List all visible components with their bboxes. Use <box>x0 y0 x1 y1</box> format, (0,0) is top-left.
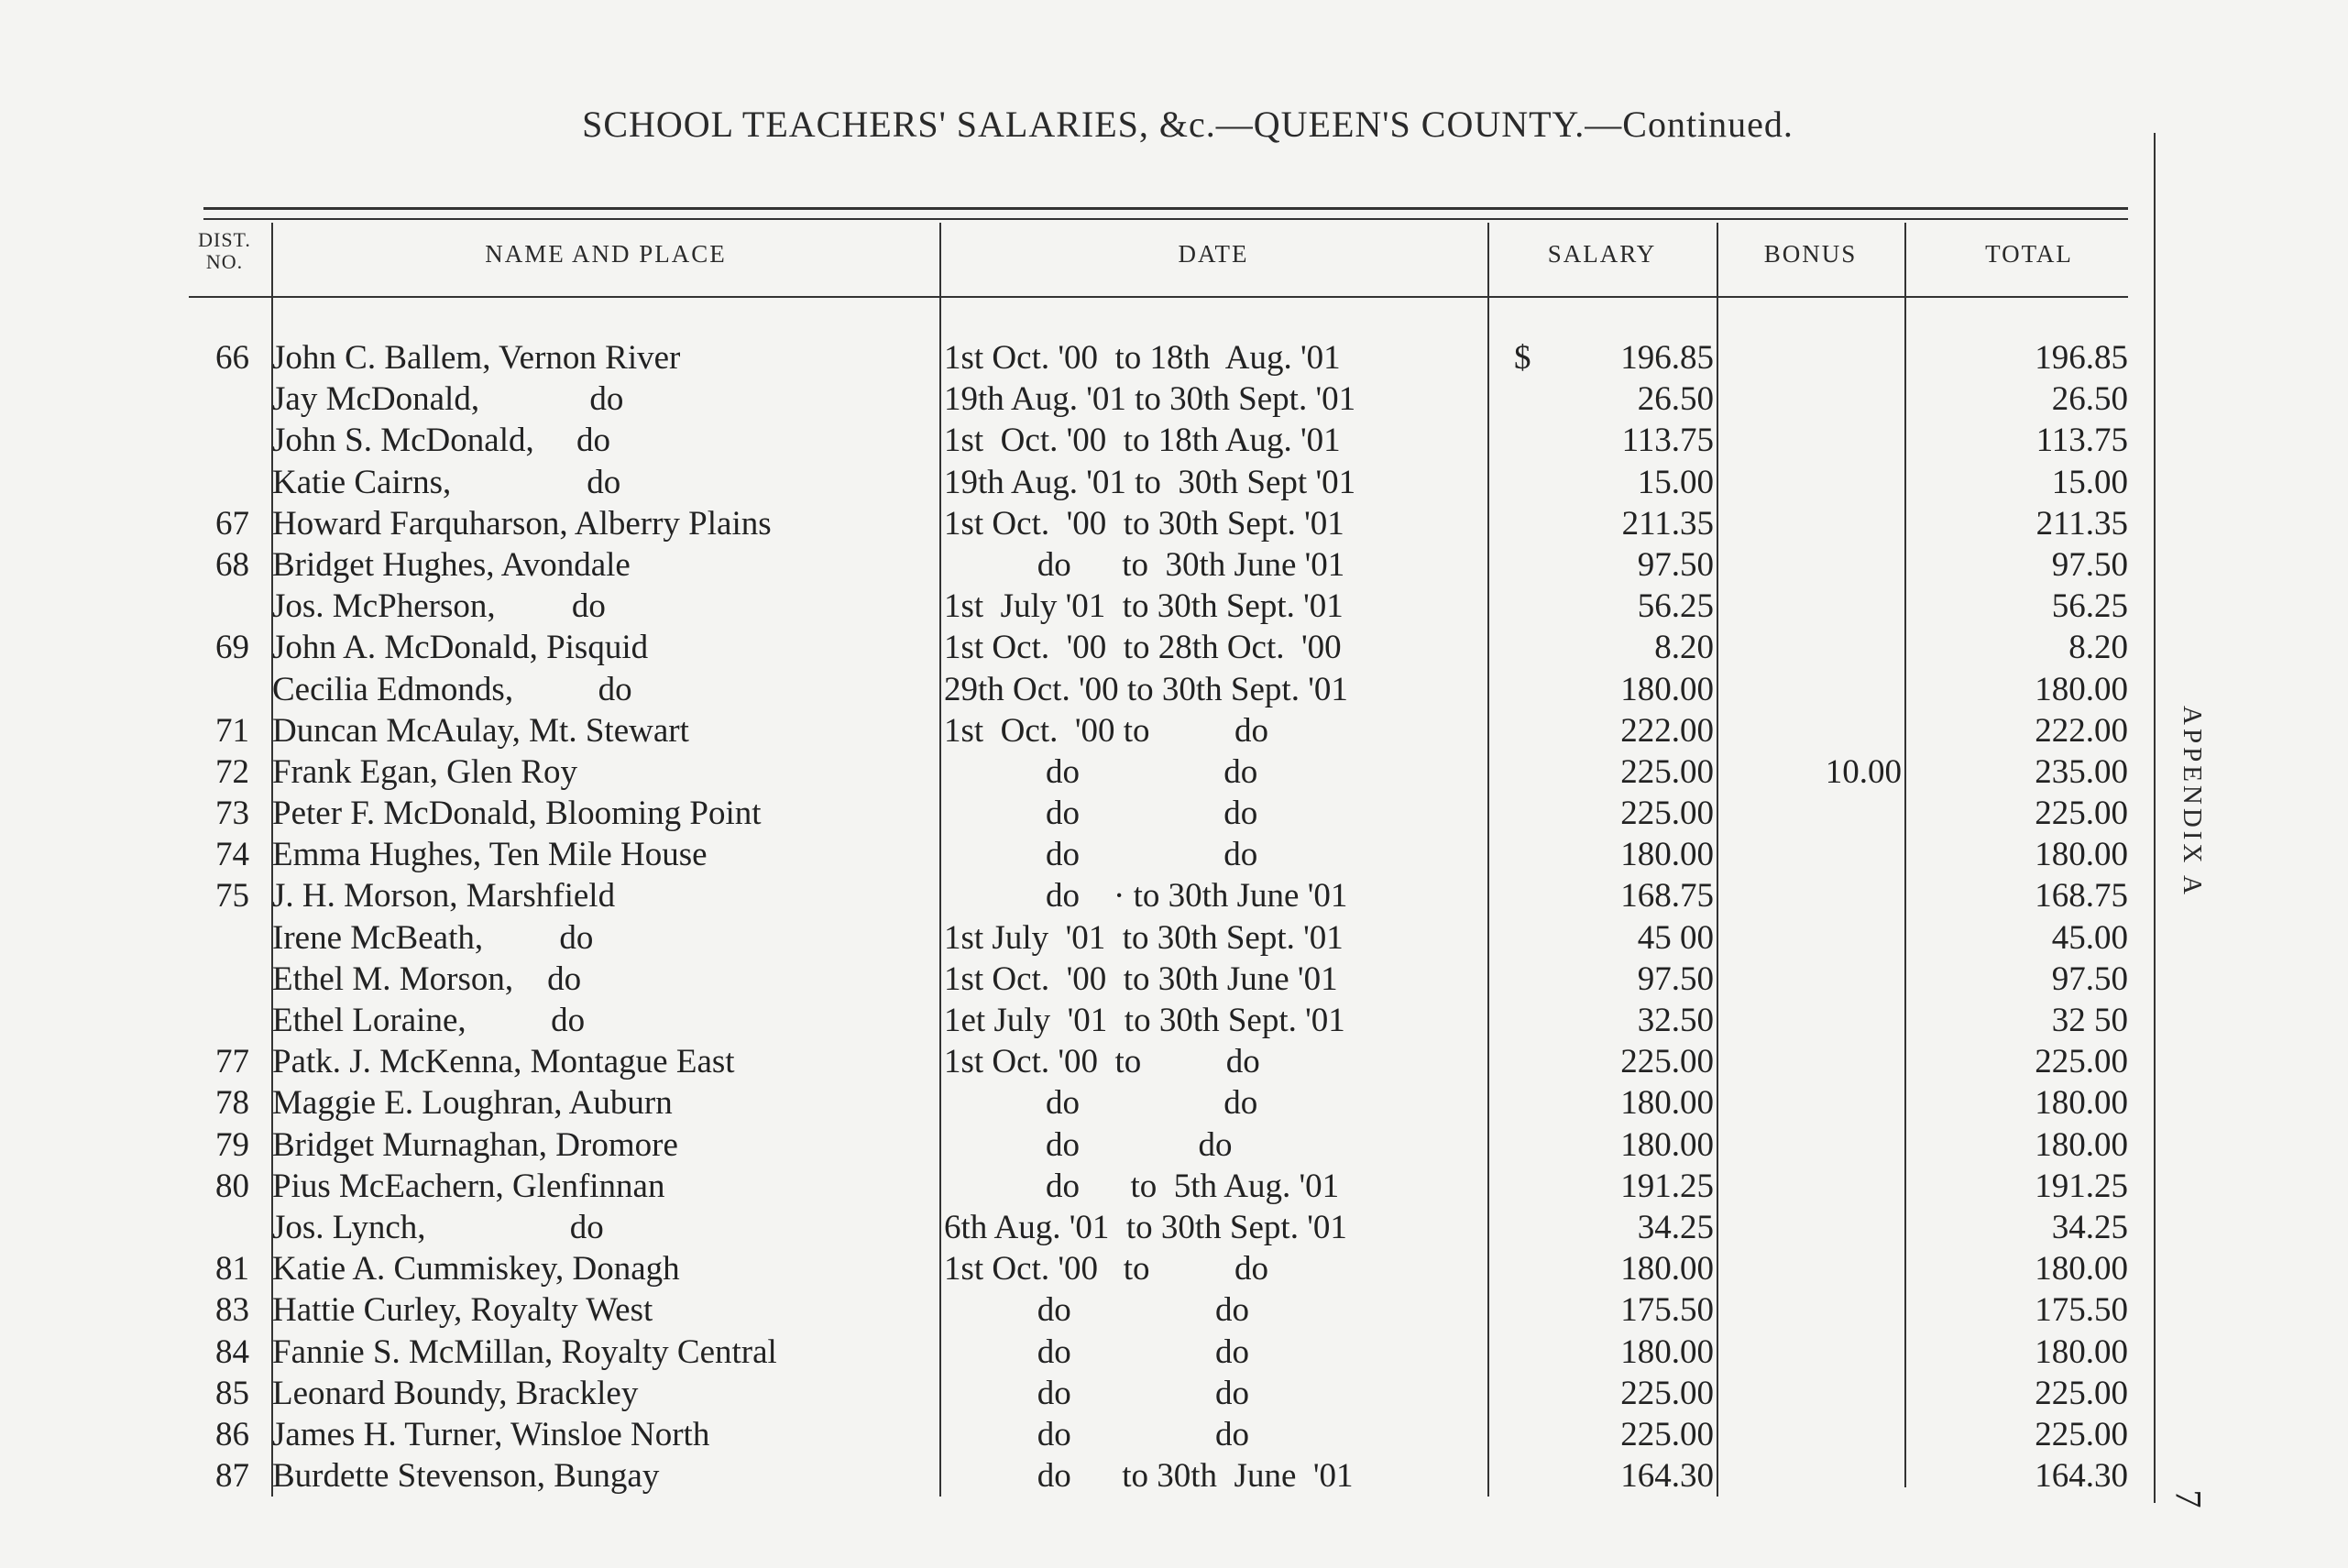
date-range: do do <box>944 1374 1249 1412</box>
date-range: 1st Oct. '00 to 30th June '01 <box>944 959 1338 998</box>
dist-number: 75 <box>215 877 249 916</box>
date-range: 1st Oct. '00 to 18th Aug. '01 <box>944 422 1341 460</box>
teacher-name-place: Jos. McPherson, do <box>272 587 606 626</box>
page-number: 7 <box>2167 1489 2210 1508</box>
total-value: 180.00 <box>2035 836 2128 874</box>
salary-value: 113.75 <box>1621 422 1714 460</box>
table-row <box>0 834 2348 875</box>
teacher-name-place: Hattie Curley, Royalty West <box>272 1291 653 1330</box>
salary-value: 191.25 <box>1620 1167 1714 1205</box>
salary-value: 15.00 <box>1637 463 1714 501</box>
salary-value: 180.00 <box>1620 1125 1714 1164</box>
dist-number: 86 <box>215 1415 249 1453</box>
table-row <box>0 1373 2348 1414</box>
total-value: 225.00 <box>2035 1374 2128 1412</box>
table-row <box>0 710 2348 751</box>
salary-value: 225.00 <box>1620 752 1714 791</box>
total-value: 45.00 <box>2051 918 2128 957</box>
total-value: 211.35 <box>2035 504 2128 543</box>
total-value: 56.25 <box>2051 587 2128 626</box>
table-row <box>0 751 2348 793</box>
table-row <box>0 875 2348 916</box>
date-range: 1st July '01 to 30th Sept. '01 <box>944 587 1344 626</box>
table-row <box>0 1414 2348 1455</box>
total-value: 175.50 <box>2035 1291 2128 1330</box>
header-dist-line2: NO. <box>205 250 244 273</box>
dist-number: 85 <box>215 1374 249 1412</box>
header-rule-thick <box>203 207 2128 210</box>
table-row <box>0 1000 2348 1041</box>
total-value: 97.50 <box>2051 545 2128 584</box>
total-value: 180.00 <box>2035 1332 2128 1371</box>
date-range: do do <box>944 752 1258 791</box>
salary-value: 225.00 <box>1620 1043 1714 1081</box>
date-range: 1st Oct. '00 to do <box>944 1043 1260 1081</box>
salary-value: 180.00 <box>1620 836 1714 874</box>
side-label-appendix: APPENDIX A <box>2178 706 2207 898</box>
teacher-name-place: Bridget Murnaghan, Dromore <box>272 1125 678 1164</box>
date-range: do to 5th Aug. '01 <box>944 1167 1340 1205</box>
table-row <box>0 959 2348 1000</box>
date-range: 1st Oct. '00 to do <box>944 711 1269 750</box>
teacher-name-place: Peter F. McDonald, Blooming Point <box>272 795 762 833</box>
total-value: 168.75 <box>2035 877 2128 916</box>
table-row <box>0 1332 2348 1373</box>
table-row <box>0 586 2348 627</box>
date-range: 19th Aug. '01 to 30th Sept '01 <box>944 463 1356 501</box>
total-value: 225.00 <box>2035 1043 2128 1081</box>
table-row <box>0 793 2348 834</box>
bonus-value: 10.00 <box>1825 752 1902 791</box>
teacher-name-place: John S. McDonald, do <box>272 422 610 460</box>
header-name-and-place: NAME AND PLACE <box>485 240 727 268</box>
table-row <box>0 627 2348 668</box>
dist-number: 87 <box>215 1457 249 1496</box>
teacher-name-place: Frank Egan, Glen Roy <box>272 752 577 791</box>
date-range: 6th Aug. '01 to 30th Sept. '01 <box>944 1208 1347 1246</box>
header-dist-no <box>183 229 266 273</box>
date-range: do do <box>944 1332 1249 1371</box>
header-total: TOTAL <box>1985 240 2073 268</box>
table-row <box>0 503 2348 544</box>
date-range: do do <box>944 836 1258 874</box>
teacher-name-place: Pius McEachern, Glenfinnan <box>272 1167 665 1205</box>
page-title: SCHOOL TEACHERS' SALARIES, &c.—QUEEN'S COUNTY.—Continued. <box>582 104 1794 145</box>
teacher-name-place: James H. Turner, Winsloe North <box>272 1415 710 1453</box>
salary-value: 175.50 <box>1620 1291 1714 1330</box>
dist-number: 79 <box>215 1125 249 1164</box>
header-salary: SALARY <box>1547 240 1657 268</box>
date-range: 1st Oct. '00 to 18th Aug. '01 <box>944 339 1341 377</box>
table-row <box>0 544 2348 586</box>
teacher-name-place: Katie Cairns, do <box>272 463 621 501</box>
salary-value: 97.50 <box>1637 545 1714 584</box>
dist-number: 73 <box>215 795 249 833</box>
dist-number: 74 <box>215 836 249 874</box>
table-row <box>0 1041 2348 1082</box>
salary-value: 26.50 <box>1637 380 1714 419</box>
date-range: do · to 30th June '01 <box>944 877 1348 916</box>
salary-value: 97.50 <box>1637 959 1714 998</box>
table-row <box>0 420 2348 461</box>
total-value: 235.00 <box>2035 752 2128 791</box>
salary-value: 222.00 <box>1620 711 1714 750</box>
table-row <box>0 1124 2348 1166</box>
teacher-name-place: Maggie E. Loughran, Auburn <box>272 1084 673 1123</box>
currency-symbol: $ <box>1514 339 1531 377</box>
table-row <box>0 1289 2348 1331</box>
date-range: 1st Oct. '00 to do <box>944 1250 1269 1288</box>
salary-value: 45 00 <box>1637 918 1714 957</box>
salary-value: 211.35 <box>1621 504 1714 543</box>
teacher-name-place: Howard Farquharson, Alberry Plains <box>272 504 772 543</box>
total-value: 15.00 <box>2051 463 2128 501</box>
total-value: 180.00 <box>2035 670 2128 708</box>
header-date: DATE <box>1178 240 1249 268</box>
salary-value: 225.00 <box>1620 1415 1714 1453</box>
table-row <box>0 1082 2348 1124</box>
salary-value: 34.25 <box>1637 1208 1714 1246</box>
table-row <box>0 1455 2348 1497</box>
teacher-name-place: Duncan McAulay, Mt. Stewart <box>272 711 689 750</box>
dist-number: 84 <box>215 1332 249 1371</box>
teacher-name-place: Katie A. Cummiskey, Donagh <box>272 1250 680 1288</box>
salary-value: 225.00 <box>1620 795 1714 833</box>
table-row <box>0 378 2348 420</box>
dist-number: 68 <box>215 545 249 584</box>
total-value: 180.00 <box>2035 1250 2128 1288</box>
dist-number: 66 <box>215 339 249 377</box>
table-row <box>0 1166 2348 1207</box>
date-range: do do <box>944 1084 1258 1123</box>
total-value: 225.00 <box>2035 1415 2128 1453</box>
date-range: do to 30th June '01 <box>944 1457 1354 1496</box>
teacher-name-place: Cecilia Edmonds, do <box>272 670 632 708</box>
teacher-name-place: John A. McDonald, Pisquid <box>272 629 649 667</box>
dist-number: 67 <box>215 504 249 543</box>
total-value: 180.00 <box>2035 1084 2128 1123</box>
header-bottom-rule <box>189 296 2128 298</box>
teacher-name-place: Irene McBeath, do <box>272 918 594 957</box>
teacher-name-place: Leonard Boundy, Brackley <box>272 1374 639 1412</box>
table-row <box>0 337 2348 378</box>
header-rule-thin <box>203 218 2128 220</box>
total-value: 191.25 <box>2035 1167 2128 1205</box>
teacher-name-place: Fannie S. McMillan, Royalty Central <box>272 1332 777 1371</box>
salary-value: 164.30 <box>1620 1457 1714 1496</box>
total-value: 26.50 <box>2051 380 2128 419</box>
table-row <box>0 1207 2348 1248</box>
date-range: do to 30th June '01 <box>944 545 1345 584</box>
date-range: 19th Aug. '01 to 30th Sept. '01 <box>944 380 1356 419</box>
teacher-name-place: Ethel Loraine, do <box>272 1002 586 1039</box>
dist-number: 72 <box>215 752 249 791</box>
date-range: do do <box>944 1415 1249 1453</box>
total-value: 196.85 <box>2035 339 2128 377</box>
total-value: 32 50 <box>2051 1002 2128 1039</box>
header-dist-line1: DIST. <box>198 228 251 251</box>
dist-number: 80 <box>215 1167 249 1205</box>
table-row <box>0 1248 2348 1289</box>
salary-value: 168.75 <box>1620 877 1714 916</box>
teacher-name-place: Ethel M. Morson, do <box>272 959 582 998</box>
salary-value: 8.20 <box>1654 629 1714 667</box>
salary-value: 180.00 <box>1620 1250 1714 1288</box>
total-value: 97.50 <box>2051 959 2128 998</box>
salary-value: 56.25 <box>1637 587 1714 626</box>
teacher-name-place: Bridget Hughes, Avondale <box>272 545 631 584</box>
teacher-name-place: Emma Hughes, Ten Mile House <box>272 836 708 874</box>
dist-number: 81 <box>215 1250 249 1288</box>
salary-value: 196.85 <box>1620 339 1714 377</box>
date-range: do do <box>944 1291 1249 1330</box>
teacher-name-place: Jos. Lynch, do <box>272 1208 604 1246</box>
table-row <box>0 462 2348 503</box>
salary-table-body <box>0 337 2348 1497</box>
total-value: 222.00 <box>2035 711 2128 750</box>
date-range: 1st Oct. '00 to 28th Oct. '00 <box>944 629 1342 667</box>
date-range: 1st July '01 to 30th Sept. '01 <box>944 918 1344 957</box>
total-value: 164.30 <box>2035 1457 2128 1496</box>
total-value: 180.00 <box>2035 1125 2128 1164</box>
total-value: 113.75 <box>2035 422 2128 460</box>
total-value: 8.20 <box>2068 629 2128 667</box>
date-range: do do <box>944 795 1258 833</box>
date-range: 1et July '01 to 30th Sept. '01 <box>944 1002 1345 1039</box>
total-value: 225.00 <box>2035 795 2128 833</box>
dist-number: 71 <box>215 711 249 750</box>
teacher-name-place: Jay McDonald, do <box>272 380 624 419</box>
dist-number: 77 <box>215 1043 249 1081</box>
date-range: 1st Oct. '00 to 30th Sept. '01 <box>944 504 1344 543</box>
teacher-name-place: John C. Ballem, Vernon River <box>272 339 681 377</box>
dist-number: 69 <box>215 629 249 667</box>
table-row <box>0 917 2348 959</box>
salary-value: 225.00 <box>1620 1374 1714 1412</box>
table-row <box>0 669 2348 710</box>
salary-value: 32.50 <box>1637 1002 1714 1039</box>
salary-value: 180.00 <box>1620 670 1714 708</box>
dist-number: 83 <box>215 1291 249 1330</box>
dist-number: 78 <box>215 1084 249 1123</box>
date-range: 29th Oct. '00 to 30th Sept. '01 <box>944 670 1348 708</box>
salary-value: 180.00 <box>1620 1332 1714 1371</box>
salary-value: 180.00 <box>1620 1084 1714 1123</box>
date-range: do do <box>944 1125 1233 1164</box>
teacher-name-place: Patk. J. McKenna, Montague East <box>272 1043 735 1081</box>
teacher-name-place: Burdette Stevenson, Bungay <box>272 1457 660 1496</box>
header-bonus: BONUS <box>1763 240 1858 268</box>
teacher-name-place: J. H. Morson, Marshfield <box>272 877 616 916</box>
total-value: 34.25 <box>2051 1208 2128 1246</box>
